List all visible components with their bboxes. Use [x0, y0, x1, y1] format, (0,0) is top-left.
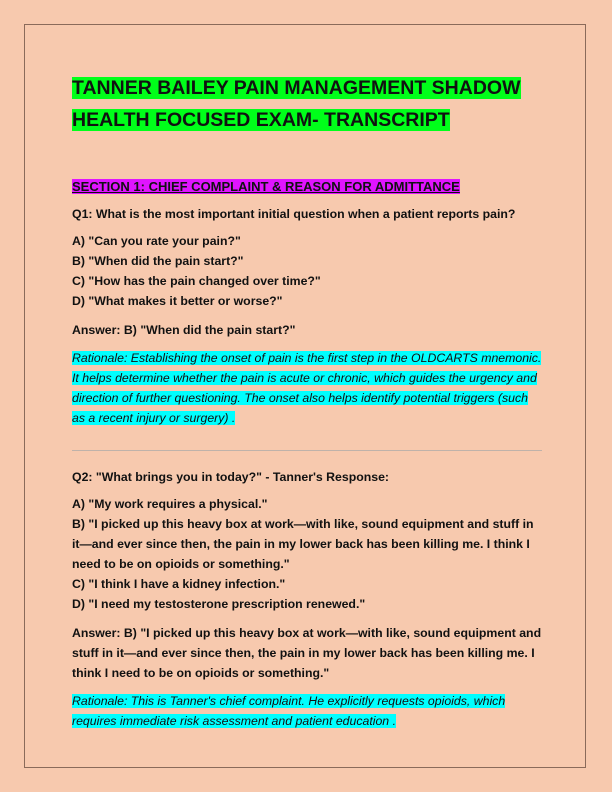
title-line-2: HEALTH FOCUSED EXAM- TRANSCRIPT	[72, 109, 450, 131]
divider	[72, 450, 542, 451]
q2-option-d: D) "I need my testosterone prescription renewed."	[72, 597, 366, 611]
q2-option-a: A) "My work requires a physical."	[72, 497, 268, 511]
q2-question: Q2: "What brings you in today?" - Tanner's Response:	[72, 470, 390, 484]
q2-options	[72, 494, 542, 614]
q1-options	[72, 231, 542, 311]
q2-option-c: C) "I think I have a kidney infection."	[72, 577, 286, 591]
q2-answer: Answer: B) "I picked up this heavy box at work—with like, sound equipment and stuff in it—and ever since then, the pain in my lower back has been killing me. I think I need to be on opioids or something."	[72, 626, 542, 680]
q1-option-c: C) "How has the pain changed over time?"	[72, 274, 321, 288]
q1-answer: Answer: B) "When did the pain start?"	[72, 323, 296, 337]
q2-rationale	[72, 691, 542, 731]
q1-rationale-text: Rationale: Establishing the onset of pain is the first step in the OLDCARTS mnemonic. It helps determine whether the pain is acute or chronic, which guides the urgency and direction of further questioning. The onset also helps identify potential triggers (such as a recent injury or surgery) .	[72, 351, 542, 425]
section-1-heading	[72, 178, 542, 196]
q1-rationale	[72, 348, 542, 428]
document-title	[72, 72, 542, 136]
document-content	[72, 72, 542, 731]
q1-question: Q1: What is the most important initial question when a patient reports pain?	[72, 207, 516, 221]
q1-option-a: A) "Can you rate your pain?"	[72, 234, 241, 248]
section-1-heading-text: SECTION 1: CHIEF COMPLAINT & REASON FOR ADMITTANCE	[72, 179, 460, 194]
title-line-1: TANNER BAILEY PAIN MANAGEMENT SHADOW	[72, 77, 521, 99]
q1-option-b: B) "When did the pain start?"	[72, 254, 244, 268]
q2-option-b: B) "I picked up this heavy box at work—with like, sound equipment and stuff in it—and ever since then, the pain in my lower back has been killing me. I think I need to be on opioids or something."	[72, 517, 534, 571]
q2-rationale-text: Rationale: This is Tanner's chief complaint. He explicitly requests opioids, which requires immediate risk assessment and patient education .	[72, 694, 506, 728]
q1-option-d: D) "What makes it better or worse?"	[72, 294, 283, 308]
